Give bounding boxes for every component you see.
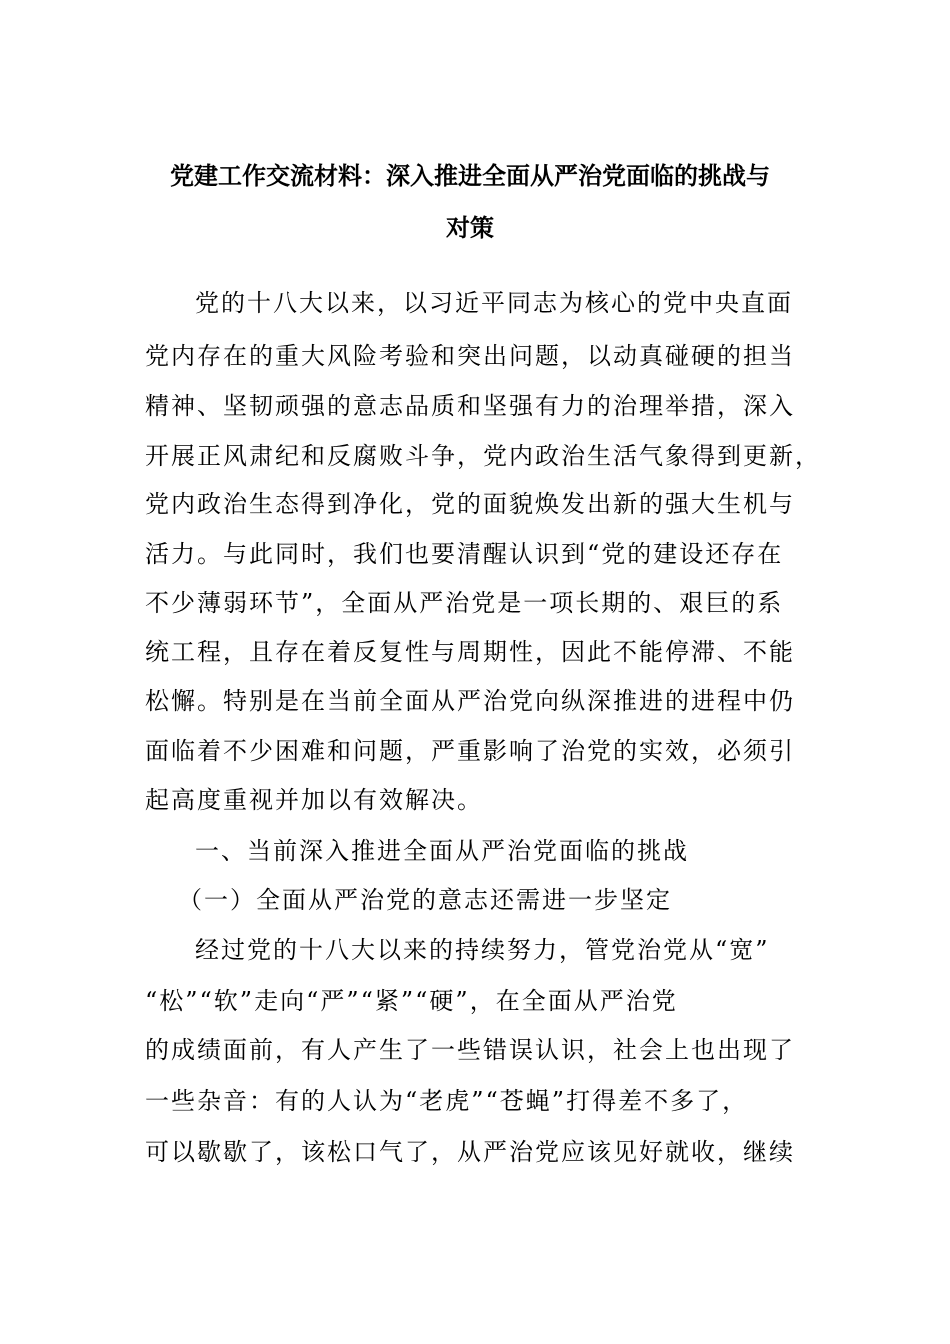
section-heading: 一、当前深入推进全面从严治党面临的挑战	[195, 837, 689, 865]
paragraph-line: 开展正风肃纪和反腐败斗争，党内政治生活气象得到更新，	[145, 442, 821, 470]
paragraph-line: 统工程，且存在着反复性与周期性，因此不能停滞、不能	[145, 638, 795, 666]
paragraph-line: 党内存在的重大风险考验和突出问题，以动真碰硬的担当	[145, 342, 795, 370]
paragraph-line: 起高度重视并加以有效解决。	[145, 786, 483, 814]
paragraph-line: 经过党的十八大以来的持续努力，管党治党从“宽”	[195, 936, 770, 964]
paragraph-line: 的成绩面前，有人产生了一些错误认识，社会上也出现了	[145, 1036, 795, 1064]
document-title-line-1: 党建工作交流材料：深入推进全面从严治党面临的挑战与	[170, 161, 770, 190]
paragraph-line: 活力。与此同时，我们也要清醒认识到“党的建设还存在	[145, 540, 784, 568]
paragraph-line: 松懈。特别是在当前全面从严治党向纵深推进的进程中仍	[145, 687, 795, 715]
paragraph-line: 党内政治生态得到净化，党的面貌焕发出新的强大生机与	[145, 490, 795, 518]
subsection-heading: （一）全面从严治党的意志还需进一步坚定	[178, 886, 672, 914]
paragraph-line: “松”“软”走向“严”“紧”“硬”，在全面从严治党	[145, 987, 678, 1015]
paragraph-line: 党的十八大以来，以习近平同志为核心的党中央直面	[195, 289, 793, 317]
paragraph-line: 精神、坚韧顽强的意志品质和坚强有力的治理举措，深入	[145, 392, 795, 420]
paragraph-line: 面临着不少困难和问题，严重影响了治党的实效，必须引	[145, 737, 795, 765]
paragraph-line: 可以歇歇了，该松口气了，从严治党应该见好就收，继续	[145, 1138, 795, 1166]
paragraph-line: 不少薄弱环节”，全面从严治党是一项长期的、艰巨的系	[145, 589, 784, 617]
document-title-line-2: 对策	[446, 213, 494, 242]
paragraph-line: 一些杂音：有的人认为“老虎”“苍蝇”打得差不多了，	[145, 1087, 749, 1115]
